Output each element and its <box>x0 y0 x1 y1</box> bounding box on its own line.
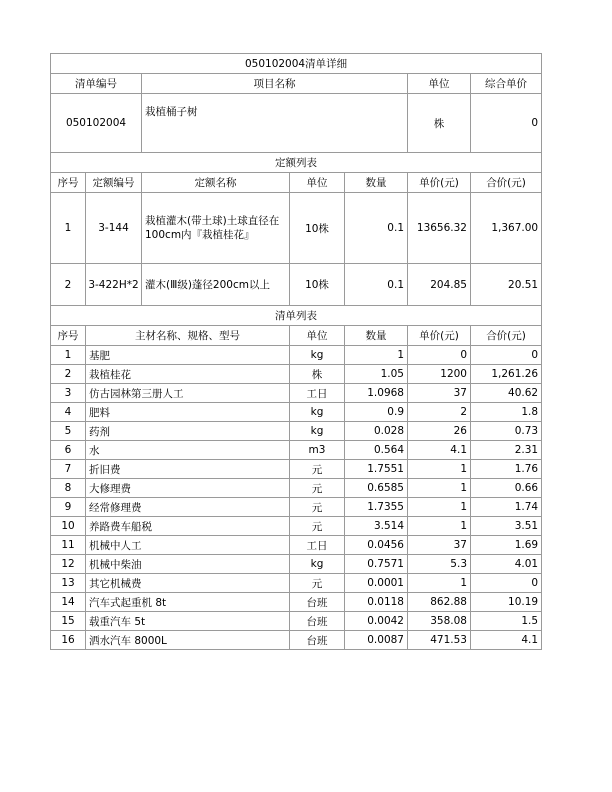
quota-qty: 0.1 <box>345 264 408 306</box>
material-unit-header: 单位 <box>290 326 345 346</box>
quota-qty: 0.1 <box>345 193 408 264</box>
material-seq: 8 <box>51 479 86 498</box>
quota-name: 灌木(Ⅲ级)蓬径200cm以上 <box>142 264 290 306</box>
material-total: 3.51 <box>471 517 542 536</box>
material-qty: 0.0087 <box>345 631 408 650</box>
material-unit: 台班 <box>290 631 345 650</box>
material-row <box>51 479 542 498</box>
material-row <box>51 612 542 631</box>
material-unit: kg <box>290 403 345 422</box>
material-name: 水 <box>86 441 290 460</box>
material-qty: 1.0968 <box>345 384 408 403</box>
material-qty: 1.7551 <box>345 460 408 479</box>
material-section-title: 清单列表 <box>51 306 542 326</box>
material-name: 栽植桂花 <box>86 365 290 384</box>
quota-unit: 10株 <box>290 193 345 264</box>
material-seq-header: 序号 <box>51 326 86 346</box>
material-seq: 13 <box>51 574 86 593</box>
material-unit-price: 26 <box>408 422 471 441</box>
material-name: 其它机械费 <box>86 574 290 593</box>
bill-unit-price: 0 <box>471 94 542 153</box>
quota-row <box>51 264 542 306</box>
quota-unit-price: 13656.32 <box>408 193 471 264</box>
material-row <box>51 403 542 422</box>
material-seq: 1 <box>51 346 86 365</box>
material-unit: 元 <box>290 479 345 498</box>
material-name: 折旧费 <box>86 460 290 479</box>
material-total: 2.31 <box>471 441 542 460</box>
material-unit: 元 <box>290 517 345 536</box>
quota-code-header: 定额编号 <box>86 173 142 193</box>
material-total: 0 <box>471 346 542 365</box>
material-row <box>51 631 542 650</box>
quota-seq: 2 <box>51 264 86 306</box>
bill-unit-price-header: 综合单价 <box>471 74 542 94</box>
quota-total: 1,367.00 <box>471 193 542 264</box>
quota-name-header: 定额名称 <box>142 173 290 193</box>
material-row <box>51 441 542 460</box>
material-unit: kg <box>290 422 345 441</box>
material-name: 洒水汽车 8000L <box>86 631 290 650</box>
material-unit-price: 5.3 <box>408 555 471 574</box>
material-name: 机械中柴油 <box>86 555 290 574</box>
material-row <box>51 555 542 574</box>
quota-seq-header: 序号 <box>51 173 86 193</box>
material-row <box>51 517 542 536</box>
material-seq: 7 <box>51 460 86 479</box>
material-name: 大修理费 <box>86 479 290 498</box>
material-unit-price: 0 <box>408 346 471 365</box>
material-name: 机械中人工 <box>86 536 290 555</box>
material-row <box>51 536 542 555</box>
material-name: 养路费车船税 <box>86 517 290 536</box>
material-total: 1,261.26 <box>471 365 542 384</box>
material-total: 1.8 <box>471 403 542 422</box>
material-seq: 16 <box>51 631 86 650</box>
bill-name-header: 项目名称 <box>142 74 408 94</box>
quota-total-header: 合价(元) <box>471 173 542 193</box>
material-unit: 台班 <box>290 593 345 612</box>
material-seq: 2 <box>51 365 86 384</box>
material-total: 10.19 <box>471 593 542 612</box>
material-seq: 4 <box>51 403 86 422</box>
material-qty: 0.0001 <box>345 574 408 593</box>
material-total: 0.66 <box>471 479 542 498</box>
material-unit-price: 358.08 <box>408 612 471 631</box>
material-unit-price: 1 <box>408 498 471 517</box>
material-unit: m3 <box>290 441 345 460</box>
material-total: 0.73 <box>471 422 542 441</box>
material-name: 仿古园林第三册人工 <box>86 384 290 403</box>
material-seq: 10 <box>51 517 86 536</box>
material-qty: 0.0042 <box>345 612 408 631</box>
material-row <box>51 422 542 441</box>
quota-name: 栽植灌木(带土球)土球直径在100cm内『栽植桂花』 <box>142 193 290 264</box>
material-unit-price: 37 <box>408 384 471 403</box>
quota-qty-header: 数量 <box>345 173 408 193</box>
quota-code: 3-422H*2 <box>86 264 142 306</box>
material-name: 汽车式起重机 8t <box>86 593 290 612</box>
material-qty: 3.514 <box>345 517 408 536</box>
material-name: 肥料 <box>86 403 290 422</box>
material-unit-price: 37 <box>408 536 471 555</box>
quota-section-title: 定额列表 <box>51 153 542 173</box>
material-unit-price: 1200 <box>408 365 471 384</box>
material-seq: 15 <box>51 612 86 631</box>
material-row <box>51 460 542 479</box>
material-qty: 0.0118 <box>345 593 408 612</box>
material-qty: 0.6585 <box>345 479 408 498</box>
material-total-header: 合价(元) <box>471 326 542 346</box>
material-seq: 3 <box>51 384 86 403</box>
material-unit-price-header: 单价(元) <box>408 326 471 346</box>
material-seq: 5 <box>51 422 86 441</box>
material-total: 4.01 <box>471 555 542 574</box>
material-total: 1.76 <box>471 460 542 479</box>
material-total: 4.1 <box>471 631 542 650</box>
material-qty: 0.0456 <box>345 536 408 555</box>
material-unit: 台班 <box>290 612 345 631</box>
material-qty: 1.05 <box>345 365 408 384</box>
material-unit: 元 <box>290 574 345 593</box>
material-seq: 9 <box>51 498 86 517</box>
bill-name: 栽植桶子树 <box>142 94 408 153</box>
material-row <box>51 593 542 612</box>
bill-detail-table <box>50 53 542 650</box>
material-total: 1.5 <box>471 612 542 631</box>
material-seq: 12 <box>51 555 86 574</box>
material-unit-price: 1 <box>408 517 471 536</box>
bill-code: 050102004 <box>51 94 142 153</box>
material-qty: 0.7571 <box>345 555 408 574</box>
material-row <box>51 498 542 517</box>
material-unit: 工日 <box>290 536 345 555</box>
material-unit-price: 4.1 <box>408 441 471 460</box>
material-unit: 工日 <box>290 384 345 403</box>
material-row <box>51 346 542 365</box>
quota-unit-price-header: 单价(元) <box>408 173 471 193</box>
quota-row <box>51 193 542 264</box>
material-qty: 1 <box>345 346 408 365</box>
material-name: 载重汽车 5t <box>86 612 290 631</box>
quota-seq: 1 <box>51 193 86 264</box>
material-name-header: 主材名称、规格、型号 <box>86 326 290 346</box>
material-unit-price: 1 <box>408 574 471 593</box>
material-qty: 0.9 <box>345 403 408 422</box>
material-total: 1.69 <box>471 536 542 555</box>
material-unit: kg <box>290 555 345 574</box>
material-qty: 0.564 <box>345 441 408 460</box>
material-unit: 元 <box>290 460 345 479</box>
material-unit: kg <box>290 346 345 365</box>
material-row <box>51 384 542 403</box>
material-seq: 14 <box>51 593 86 612</box>
material-total: 0 <box>471 574 542 593</box>
material-total: 1.74 <box>471 498 542 517</box>
quota-code: 3-144 <box>86 193 142 264</box>
material-total: 40.62 <box>471 384 542 403</box>
material-unit-price: 471.53 <box>408 631 471 650</box>
material-row <box>51 574 542 593</box>
material-qty: 0.028 <box>345 422 408 441</box>
material-unit-price: 2 <box>408 403 471 422</box>
material-name: 基肥 <box>86 346 290 365</box>
material-unit: 元 <box>290 498 345 517</box>
material-unit-price: 862.88 <box>408 593 471 612</box>
material-name: 经常修理费 <box>86 498 290 517</box>
material-name: 药剂 <box>86 422 290 441</box>
bill-unit: 株 <box>408 94 471 153</box>
material-unit-price: 1 <box>408 479 471 498</box>
material-qty: 1.7355 <box>345 498 408 517</box>
quota-unit-price: 204.85 <box>408 264 471 306</box>
quota-total: 20.51 <box>471 264 542 306</box>
material-seq: 11 <box>51 536 86 555</box>
material-unit-price: 1 <box>408 460 471 479</box>
material-qty-header: 数量 <box>345 326 408 346</box>
bill-code-header: 清单编号 <box>51 74 142 94</box>
bill-unit-header: 单位 <box>408 74 471 94</box>
quota-unit: 10株 <box>290 264 345 306</box>
material-seq: 6 <box>51 441 86 460</box>
table-title: 050102004清单详细 <box>51 54 542 74</box>
quota-unit-header: 单位 <box>290 173 345 193</box>
material-unit: 株 <box>290 365 345 384</box>
material-row <box>51 365 542 384</box>
